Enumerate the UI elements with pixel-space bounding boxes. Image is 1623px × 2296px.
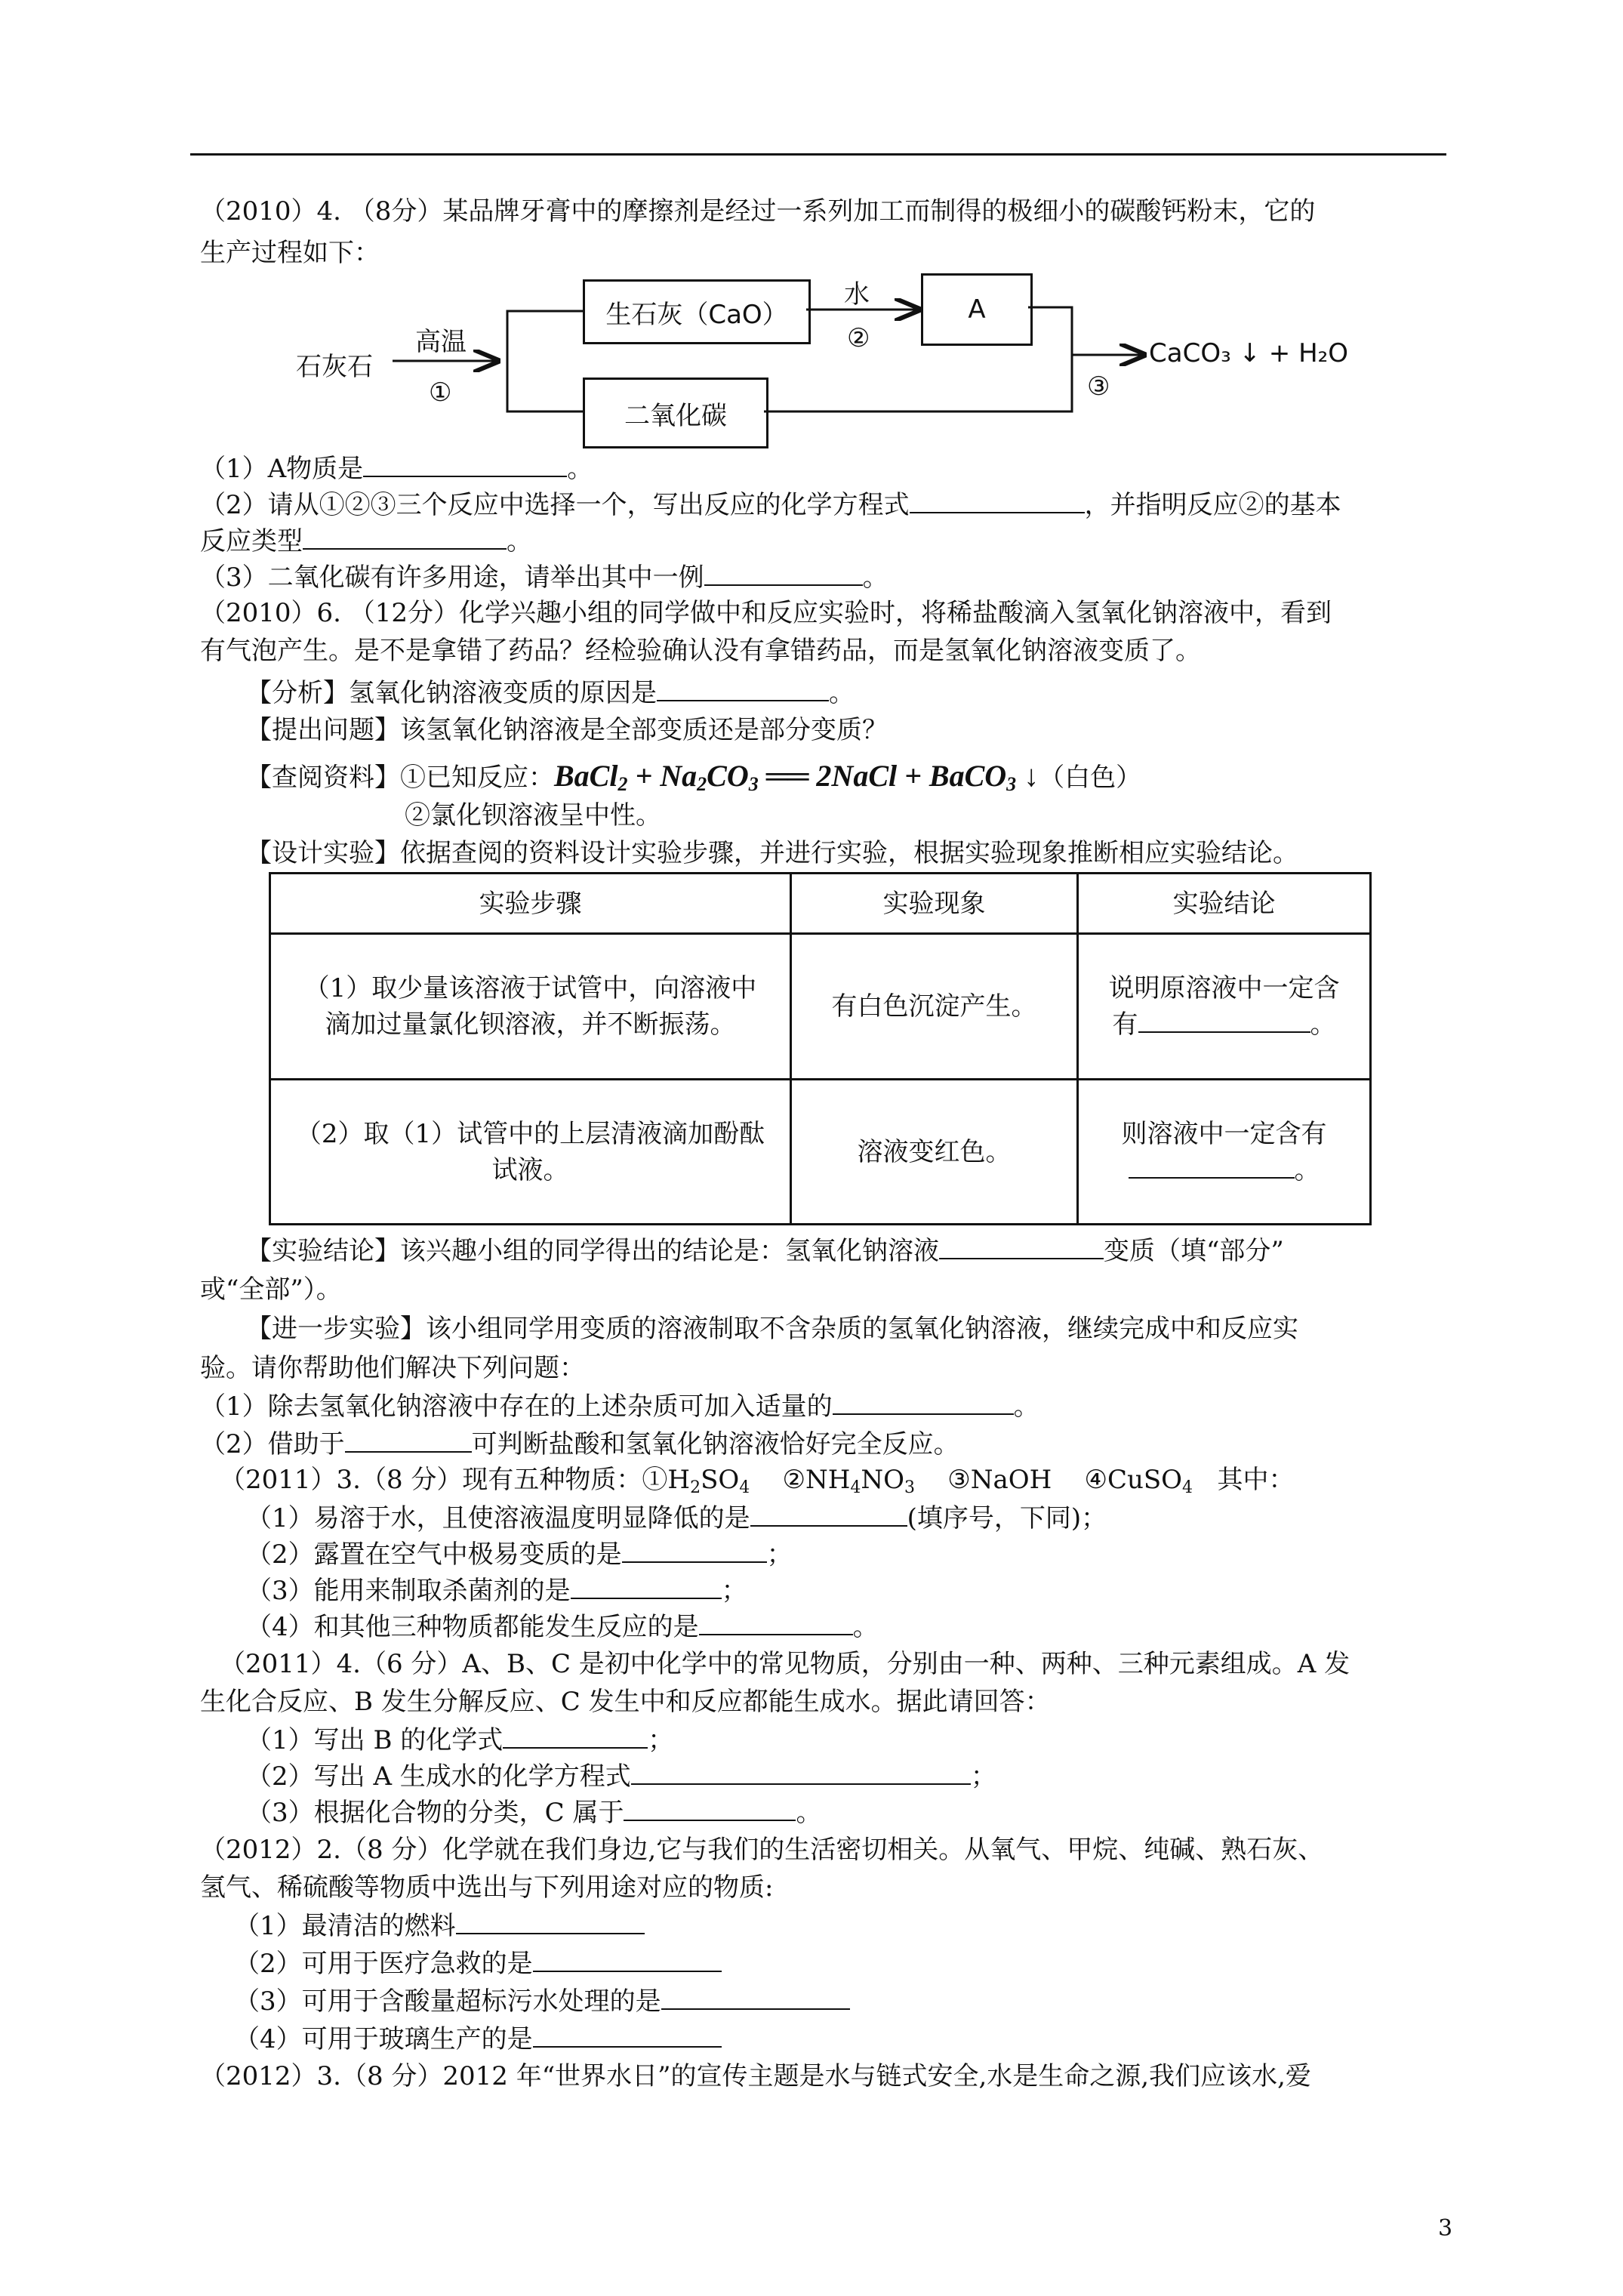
q2010-6-conclusion [246,1234,1284,1268]
q2012-3-line1: （2012）3.（8 分）2012 年“世界水日”的宣传主题是水与链式安全,水是生命之源,我们应该水,爱 [200,2061,1311,2091]
q2010-4-p3-end: 。 [862,562,888,593]
q2011-3-p3 [246,1573,747,1607]
q2011-3-p2-text: （2）露置在空气中极易变质的是 [246,1539,622,1570]
diagram-box-co2: 二氧化碳 [583,378,768,448]
row2-step [270,1080,791,1225]
q2011-3-p4 [246,1610,879,1644]
q2010-6-line1: （2010）6. （12分）化学兴趣小组的同学做中和反应实验时，将稀盐酸滴入氢氧化钠溶液中，看到 [200,598,1332,628]
diagram-box-a: A [921,273,1033,346]
chemical-equation: BaCl$_2$ + $Na_2CO_3$ ══ 2NaCl + BaCO$_3$ ↓ [554,759,1039,795]
conclusion-tail: 变质（填“部分” [1104,1236,1284,1266]
q2012-2-p1 [234,1909,645,1943]
answer-blank[interactable] [631,1759,971,1785]
header-phenomenon: 实验现象 [791,874,1078,934]
row1-phenomenon: 有白色沉淀产生。 [791,934,1078,1080]
row1-conclusion-line1: 说明原溶液中一定含 [1108,973,1340,1003]
q2011-4-p3 [246,1795,821,1829]
answer-blank[interactable] [939,1234,1104,1259]
subscript: 2 [690,1478,701,1497]
f1-text: （1）除去氢氧化钠溶液中存在的上述杂质可加入适量的 [200,1391,833,1422]
q2010-6-design: 【设计实验】依据查阅的资料设计实验步骤，并进行实验，根据实验现象推断相应实验结论。 [246,838,1298,868]
q2010-6-f2 [200,1427,959,1461]
diagram-arrows [0,0,1623,529]
q2011-4-p1 [246,1723,673,1757]
formula-note: （白色） [1039,763,1142,793]
q2010-4-p2-line2 [200,524,532,558]
subscript: 4 [850,1478,861,1497]
conclusion-text: 【实验结论】该兴趣小组的同学得出的结论是：氢氧化钠溶液 [246,1236,939,1266]
q2010-4-p2 [200,488,1341,522]
q2012-2-p4-text: （4）可用于玻璃生产的是 [234,2024,533,2054]
q2010-4-p2-type-end: 。 [507,526,532,556]
row2-conclusion-line1: 则溶液中一定含有 [1121,1118,1327,1149]
experiment-table [269,872,1372,1225]
q2010-4-p2-type-label: 反应类型 [200,526,303,556]
q2010-6-further-line2: 验。请你帮助他们解决下列问题： [200,1353,585,1383]
answer-blank[interactable] [910,488,1085,513]
q2012-2-line2: 氢气、稀硫酸等物质中选出与下列用途对应的物质: [200,1872,774,1903]
q2011-4-p3-end: 。 [796,1798,822,1828]
row1-step-line1: （1）取少量该溶液于试管中，向溶液中 [303,973,757,1003]
answer-blank[interactable] [571,1573,722,1599]
header-conclusion: 实验结论 [1078,874,1371,934]
q2011-3-p3-text: （3）能用来制取杀菌剂的是 [246,1576,571,1606]
row1-step [270,934,791,1080]
header-step: 实验步骤 [270,874,791,934]
page-number: 3 [1438,2215,1453,2242]
subscript: 3 [904,1478,915,1497]
q2012-2-line1: （2012）2.（8 分）化学就在我们身边,它与我们的生活密切相关。从氧气、甲烷、纯碱、熟石灰、 [200,1835,1324,1865]
q2010-6-question: 【提出问题】该氢氧化钠溶液是全部变质还是部分变质？ [246,715,888,745]
answer-blank[interactable] [533,2022,722,2048]
row2-step-line1: （2）取（1）试管中的上层清液滴加酚酞 [295,1118,765,1149]
diagram-arrow3-bottom: ③ [1087,371,1110,402]
q2011-4-p1-end: ； [648,1725,674,1755]
analysis-end: 。 [829,678,855,708]
analysis-text: 【分析】氢氧化钠溶液变质的原因是 [246,678,657,708]
q2011-3-p4-text: （4）和其他三种物质都能发生反应的是 [246,1612,699,1642]
q2010-4-p3 [200,560,888,594]
q2011-3-p4-end: 。 [852,1612,879,1642]
q2011-3-line1-c: ②NH [750,1465,851,1495]
q2010-4-p1 [200,451,593,485]
q2012-2-p2 [234,1946,722,1980]
q2012-2-p2-text: （2）可用于医疗急救的是 [234,1949,533,1979]
q2011-3-line1-e: ③NaOH ④CuSO [914,1465,1183,1495]
diagram-start-label: 石灰石 [296,352,373,382]
answer-blank[interactable] [750,1501,907,1527]
answer-blank[interactable] [533,1946,722,1972]
answer-blank[interactable] [661,1984,850,2010]
q2011-4-p2-end: ； [970,1761,996,1792]
q2010-4-line2: 生产过程如下： [200,238,380,268]
answer-blank[interactable] [456,1909,645,1934]
q2011-3-line1-b: SO [701,1465,740,1495]
q2011-3-p1 [246,1501,1107,1535]
q2011-4-p3-text: （3）根据化合物的分类，C 属于 [246,1798,624,1828]
q2011-3-line1-d: NO [861,1465,904,1495]
diagram-box-lime: 生石灰（CaO） [583,279,811,344]
answer-blank[interactable] [363,451,567,477]
q2010-4-p3-text: （3）二氧化碳有许多用途，请举出其中一例 [200,562,704,593]
q2010-6-conclusion-line2: 或“全部”）。 [200,1274,342,1305]
f2-tail: 可判断盐酸和氢氧化钠溶液恰好完全反应。 [471,1429,959,1459]
answer-blank[interactable] [1129,1153,1295,1179]
table-row [270,1080,1371,1225]
diagram-arrow2-top: 水 [844,279,870,310]
answer-blank[interactable] [624,1795,796,1821]
info-label: 【查阅资料】①已知反应： [246,763,554,793]
q2011-4-line1: （2011）4.（6 分）A、B、C 是初中化学中的常见物质，分别由一种、两种、三种元素组成。A 发 [220,1649,1350,1679]
q2010-6-analysis [246,676,855,710]
q2011-3-p2 [246,1537,793,1571]
answer-blank[interactable] [622,1537,767,1563]
q2010-6-line2: 有气泡产生。是不是拿错了药品？经检验确认没有拿错药品，而是氢氧化钠溶液变质了。 [200,636,1201,666]
answer-blank[interactable] [303,524,507,550]
q2011-4-p2 [246,1759,996,1793]
q2011-3-line1-a: （2011）3.（8 分）现有五种物质：①H [220,1465,691,1495]
answer-blank[interactable] [503,1723,648,1749]
q2010-6-f1 [200,1389,1039,1423]
q2011-4-p2-text: （2）写出 A 生成水的化学方程式 [246,1761,631,1792]
row1-step-line2: 滴加过量氯化钡溶液，并不断振荡。 [325,1009,736,1040]
q2011-4-p1-text: （1）写出 B 的化学式 [246,1725,504,1755]
q2011-4-line2: 生化合反应、B 发生分解反应、C 发生中和反应都能生成水。据此请回答： [200,1687,1051,1717]
subscript: 4 [1182,1478,1193,1497]
q2010-6-info2: ②氯化钡溶液呈中性。 [405,800,661,831]
diagram-arrow2-bottom: ② [847,323,870,353]
q2010-4-p1-text: （1）A物质是 [200,454,364,484]
answer-blank[interactable] [699,1610,853,1635]
diagram-arrow1-bottom: ① [429,378,452,408]
table-row [270,934,1371,1080]
q2010-4-line1: （2010）4. （8分）某品牌牙膏中的摩擦剂是经过一系列加工而制得的极细小的碳酸钙粉末，它的 [200,196,1316,227]
q2012-2-p4 [234,2022,722,2056]
q2010-4-p2-tail: ，并指明反应②的基本 [1084,490,1341,520]
row2-step-line2: 试液。 [491,1154,569,1185]
q2011-3-p2-end: ； [766,1539,793,1570]
q2010-6-info [246,755,1141,806]
q2011-3-line1 [220,1463,1294,1505]
q2010-6-further-line1: 【进一步实验】该小组同学用变质的溶液制取不含杂质的氢氧化钠溶液，继续完成中和反应实 [246,1314,1298,1344]
answer-blank[interactable] [1138,1007,1310,1033]
table-header-row [270,874,1371,934]
answer-blank[interactable] [657,676,829,701]
row2-conclusion-end: 。 [1294,1154,1320,1185]
q2011-3-p3-end: ； [721,1576,747,1606]
q2012-2-p1-text: （1）最清洁的燃料 [234,1911,456,1941]
q2011-3-p1-tail: (填序号，下同)； [907,1503,1107,1533]
f1-end: 。 [1013,1391,1039,1422]
q2011-3-line1-f: 其中： [1193,1465,1295,1495]
answer-blank[interactable] [704,560,863,586]
diagram-product: CaCO₃ ↓ + H₂O [1149,338,1349,368]
q2011-3-p1-text: （1）易溶于水，且使溶液温度明显降低的是 [246,1503,750,1533]
q2012-2-p3-text: （3）可用于含酸量超标污水处理的是 [234,1986,661,2017]
q2012-2-p3 [234,1984,850,2018]
row1-conclusion-you: 有 [1112,1009,1138,1040]
diagram-arrow1-top: 高温 [415,327,467,357]
q2010-4-p1-end: 。 [567,454,593,484]
q2010-4-p2-text: （2）请从①②③三个反应中选择一个，写出反应的化学方程式 [200,490,910,520]
answer-blank[interactable] [833,1389,1014,1415]
row2-phenomenon: 溶液变红色。 [791,1080,1078,1225]
subscript: 4 [739,1478,750,1497]
row1-conclusion [1078,934,1371,1080]
answer-blank[interactable] [345,1427,472,1453]
row1-conclusion-end: 。 [1310,1009,1336,1040]
f2-text: （2）借助于 [200,1429,345,1459]
row2-conclusion [1078,1080,1371,1225]
